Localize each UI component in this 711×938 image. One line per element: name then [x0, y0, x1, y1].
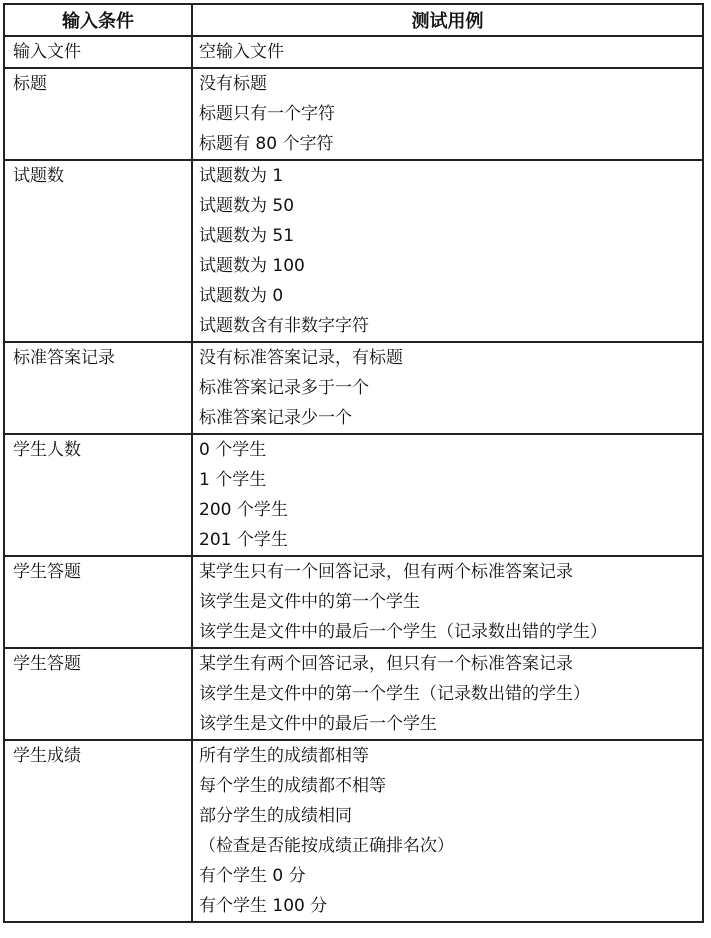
test-case-item: 标题只有一个字符: [199, 104, 335, 124]
test-case-item: 试题数为 50: [199, 196, 295, 216]
condition-cell: [4, 740, 192, 922]
condition-cell: [4, 434, 192, 556]
test-case-cell: [192, 36, 703, 68]
test-case-item: 该学生是文件中的最后一个学生（记录数出错的学生）: [199, 622, 607, 642]
test-case-item: （检查是否能按成绩正确排名次）: [199, 836, 454, 856]
test-case-item: 每个学生的成绩都不相等: [199, 776, 386, 796]
test-case-item: 该学生是文件中的第一个学生: [199, 592, 420, 612]
test-case-item: 201 个学生: [199, 530, 288, 550]
test-case-cell: [192, 740, 703, 922]
test-case-item: 某学生只有一个回答记录，但有两个标准答案记录: [199, 562, 573, 582]
test-case-item: 试题数为 1: [199, 166, 284, 186]
table-row: [4, 434, 703, 556]
header-row: [4, 4, 703, 36]
condition-cell: [4, 68, 192, 160]
header-test-case: 测试用例: [192, 4, 703, 36]
table-body: [4, 36, 703, 922]
test-case-cell: [192, 434, 703, 556]
test-case-cell: [192, 556, 703, 648]
test-case-cell: [192, 68, 703, 160]
test-case-table: [3, 3, 704, 923]
test-case-item: 所有学生的成绩都相等: [199, 746, 369, 766]
table-row: [4, 160, 703, 342]
table-row: [4, 648, 703, 740]
table-row: [4, 342, 703, 434]
condition-label: 学生答题: [13, 654, 81, 674]
condition-label: 输入文件: [13, 42, 81, 62]
test-case-item: 没有标准答案记录，有标题: [199, 348, 403, 368]
condition-label: 标题: [13, 74, 47, 94]
test-case-item: 试题数含有非数字字符: [199, 316, 369, 336]
header-input-condition: 输入条件: [4, 4, 192, 36]
test-case-item: 有个学生 0 分: [199, 866, 306, 886]
test-case-item: 试题数为 51: [199, 226, 295, 246]
condition-cell: [4, 342, 192, 434]
condition-label: 学生人数: [13, 440, 81, 460]
condition-label: 学生答题: [13, 562, 81, 582]
test-case-item: 0 个学生: [199, 440, 267, 460]
test-case-item: 该学生是文件中的第一个学生（记录数出错的学生）: [199, 684, 590, 704]
test-case-item: 200 个学生: [199, 500, 288, 520]
test-case-item: 空输入文件: [199, 42, 284, 62]
test-case-item: 某学生有两个回答记录，但只有一个标准答案记录: [199, 654, 573, 674]
condition-cell: [4, 160, 192, 342]
test-case-cell: [192, 648, 703, 740]
test-case-item: 没有标题: [199, 74, 267, 94]
test-case-item: 标准答案记录少一个: [199, 408, 352, 428]
condition-cell: [4, 648, 192, 740]
condition-label: 标准答案记录: [13, 348, 115, 368]
test-case-item: 该学生是文件中的最后一个学生: [199, 714, 437, 734]
test-case-cell: [192, 342, 703, 434]
test-case-item: 标题有 80 个字符: [199, 134, 334, 154]
condition-cell: [4, 36, 192, 68]
test-case-item: 试题数为 0: [199, 286, 284, 306]
test-case-cell: [192, 160, 703, 342]
condition-label: 试题数: [13, 166, 64, 186]
test-case-item: 标准答案记录多于一个: [199, 378, 369, 398]
test-case-item: 部分学生的成绩相同: [199, 806, 352, 826]
table-row: [4, 556, 703, 648]
condition-cell: [4, 556, 192, 648]
test-case-item: 1 个学生: [199, 470, 267, 490]
table-row: [4, 68, 703, 160]
table-row: [4, 740, 703, 922]
condition-label: 学生成绩: [13, 746, 81, 766]
table-row: [4, 36, 703, 68]
test-case-item: 试题数为 100: [199, 256, 305, 276]
test-case-item: 有个学生 100 分: [199, 896, 328, 916]
